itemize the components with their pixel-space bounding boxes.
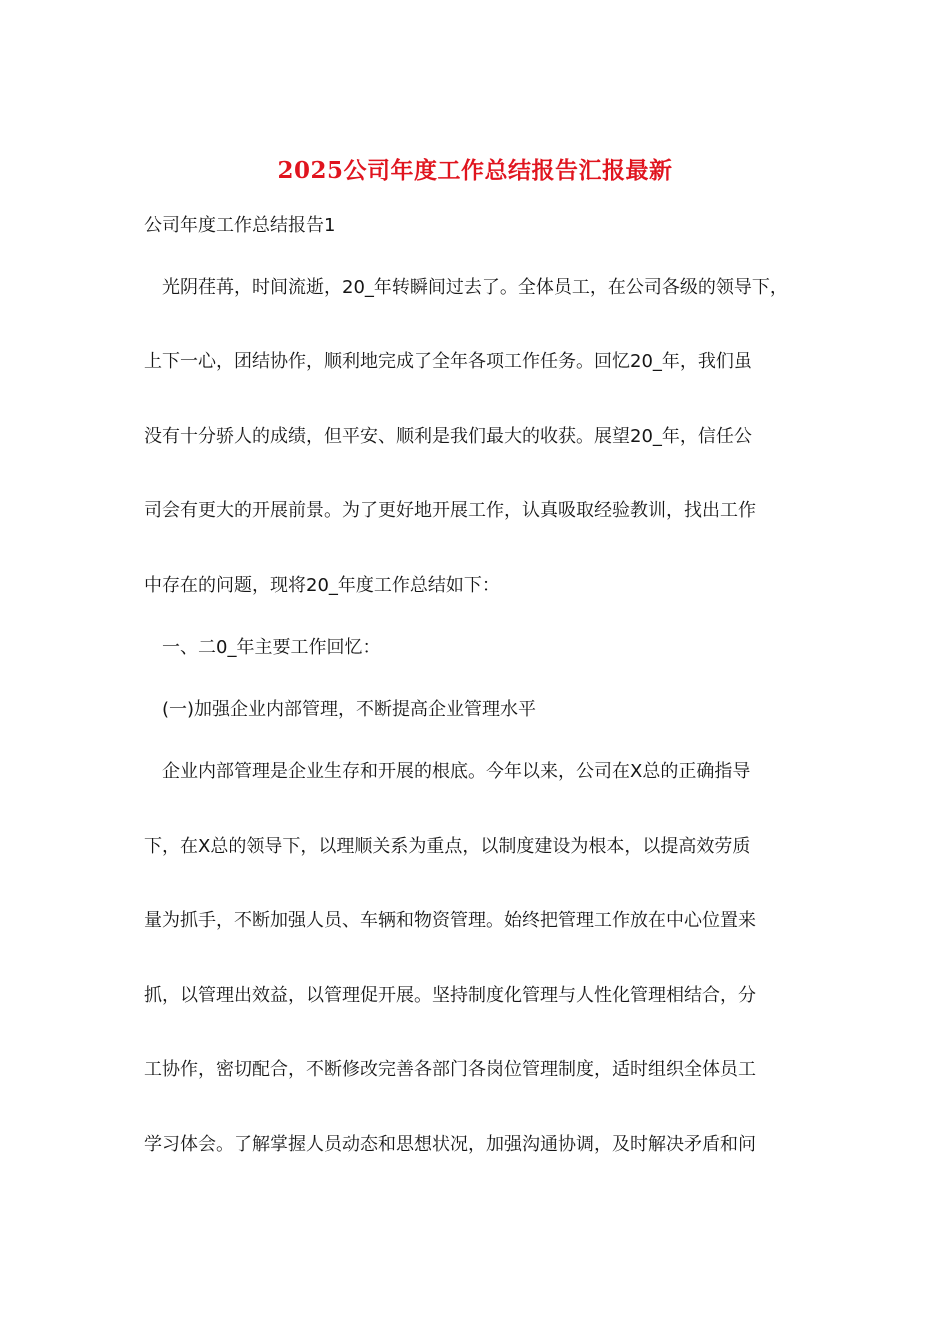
paragraph-line: 抓，以管理出效益，以管理促开展。坚持制度化管理与人性化管理相结合，分 <box>144 985 756 1006</box>
section-heading-1: 一、二0_年主要工作回忆： <box>162 637 381 658</box>
paragraph-line: 中存在的问题，现将20_年度工作总结如下： <box>144 575 500 596</box>
paragraph-line: 上下一心，团结协作，顺利地完成了全年各项工作任务。回忆20_年，我们虽 <box>144 351 752 372</box>
document-title: 2025公司年度工作总结报告汇报最新 <box>277 157 673 184</box>
paragraph-line: 下，在X总的领导下，以理顺关系为重点，以制度建设为根本，以提高效劳质 <box>144 836 751 857</box>
paragraph-line: 光阴荏苒，时间流逝，20_年转瞬间过去了。全体员工，在公司各级的领导下， <box>162 277 788 298</box>
paragraph-line: 学习体会。了解掌握人员动态和思想状况，加强沟通协调，及时解决矛盾和问 <box>144 1134 756 1155</box>
paragraph-line: 没有十分骄人的成绩，但平安、顺利是我们最大的收获。展望20_年，信任公 <box>144 426 752 447</box>
section-heading: 公司年度工作总结报告1 <box>144 215 336 236</box>
paragraph-line: 司会有更大的开展前景。为了更好地开展工作，认真吸取经验教训，找出工作 <box>144 500 756 521</box>
subsection-heading: (一)加强企业内部管理，不断提高企业管理水平 <box>162 699 537 720</box>
paragraph-line: 企业内部管理是企业生存和开展的根底。今年以来，公司在X总的正确指导 <box>162 761 751 782</box>
paragraph-line: 量为抓手，不断加强人员、车辆和物资管理。始终把管理工作放在中心位置来 <box>144 910 756 931</box>
paragraph-line: 工协作，密切配合，不断修改完善各部门各岗位管理制度，适时组织全体员工 <box>144 1059 756 1080</box>
